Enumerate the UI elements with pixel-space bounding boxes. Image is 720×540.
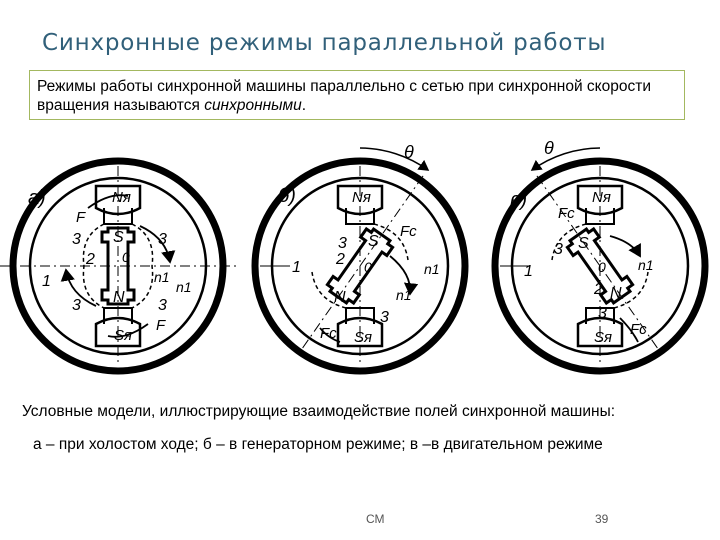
panel-a — [0, 161, 236, 371]
definition-box — [29, 70, 685, 120]
panel-a-num3c: 3 — [72, 297, 81, 314]
panel-a-top-pole: Nя — [112, 189, 131, 206]
panel-a-label: а) — [28, 187, 46, 209]
footer-author: СМ — [366, 512, 385, 526]
panel-c-rotor-bottom: N — [610, 285, 622, 302]
panel-c-num3a: 3 — [554, 241, 563, 258]
panel-c-label: в) — [510, 189, 528, 211]
panel-a-rotor-bottom: N — [113, 289, 125, 306]
slide-title: Синхронные режимы параллельной работы — [42, 30, 607, 56]
panel-c-center: 0 — [598, 259, 606, 275]
panel-b — [255, 142, 465, 371]
panel-c-f-b: Fc — [630, 321, 647, 338]
panel-a-f-b: F — [156, 317, 166, 334]
page-number: 39 — [595, 512, 609, 526]
figure-caption-legend: а – при холостом ходе; б – в генераторном режиме; в –в двигательном режиме — [33, 436, 603, 453]
panel-b-num2: 2 — [336, 251, 345, 268]
panel-b-n1-a: n1 — [424, 261, 440, 277]
panel-b-num3a: 3 — [338, 235, 347, 252]
panel-a-num1: 1 — [42, 273, 51, 290]
panel-a-num3b: 3 — [158, 231, 167, 248]
panel-b-f-a: Fc — [400, 223, 417, 240]
panel-a-bottom-pole: Sя — [114, 327, 133, 344]
panel-c-n1-a: n1 — [638, 257, 654, 273]
panel-c-rotor-top: S — [578, 235, 589, 252]
panel-a-n1-b: n1 — [176, 279, 192, 295]
panel-b-num3b: 3 — [380, 309, 389, 326]
definition-text: Режимы работы синхронной машины параллельно с сетью при синхронной скорости вращения называются — [37, 78, 652, 114]
panel-b-center: 0 — [364, 259, 372, 275]
panel-b-n1-b: n1 — [396, 287, 412, 303]
panel-c-num2: 2 — [594, 281, 603, 298]
panel-c-num3b: 3 — [598, 305, 607, 322]
panel-a-num2: 2 — [86, 251, 95, 268]
panel-c-f-a: Fc — [558, 205, 575, 222]
panel-c-theta: θ — [544, 138, 554, 158]
panel-a-num3d: 3 — [158, 297, 167, 314]
panel-b-rotor-top: S — [368, 233, 379, 250]
panel-c-top-pole: Nя — [592, 189, 611, 206]
panel-b-theta: θ — [404, 142, 414, 162]
panel-c-bottom-pole: Sя — [594, 329, 613, 346]
definition-end: . — [301, 97, 307, 114]
synchronous-machine-figure — [0, 136, 720, 396]
figure-caption: Условные модели, иллюстрирующие взаимодействие полей синхронной машины: — [22, 403, 616, 420]
panel-b-top-pole: Nя — [352, 189, 371, 206]
panel-c — [495, 138, 705, 371]
panel-b-bottom-pole: Sя — [354, 329, 373, 346]
panel-a-num3a: 3 — [72, 231, 81, 248]
panel-b-f-b: Fc — [320, 325, 337, 342]
panel-a-n1-a: n1 — [154, 269, 170, 285]
panel-a-f-a: F — [76, 209, 86, 226]
panel-a-rotor-top: S — [113, 229, 124, 246]
panel-b-rotor-bottom: N — [334, 289, 346, 306]
definition-emphasis: синхронными — [204, 97, 302, 114]
panel-b-label: б) — [278, 185, 296, 207]
panel-b-num1: 1 — [292, 259, 301, 276]
panel-a-center: 0 — [122, 249, 130, 265]
panel-c-num1: 1 — [524, 263, 533, 280]
